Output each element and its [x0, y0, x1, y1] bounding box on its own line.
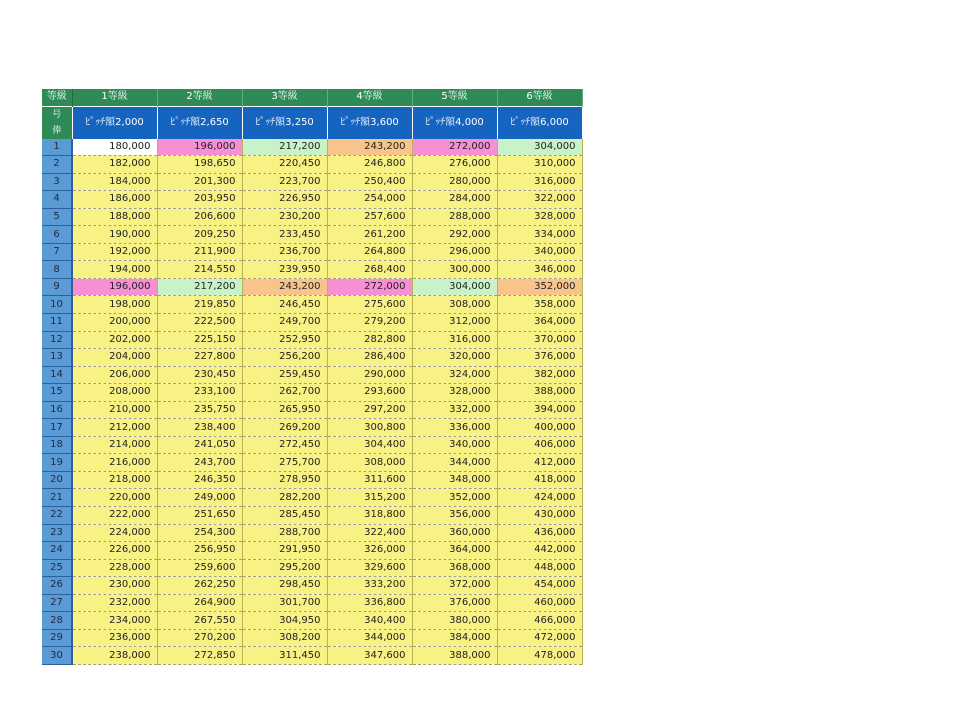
- table-row: [42, 191, 582, 209]
- salary-cell[interactable]: 334,000: [497, 226, 582, 244]
- salary-cell[interactable]: 344,000: [412, 454, 497, 472]
- salary-cell[interactable]: 184,000: [72, 173, 157, 191]
- salary-cell[interactable]: 204,000: [72, 349, 157, 367]
- salary-cell[interactable]: 322,400: [327, 524, 412, 542]
- salary-cell[interactable]: 210,000: [72, 401, 157, 419]
- salary-cell[interactable]: 328,000: [412, 384, 497, 402]
- salary-cell[interactable]: 214,000: [72, 436, 157, 454]
- pitch-label: ﾋﾟｯﾁ額3,600: [327, 106, 412, 139]
- salary-cell[interactable]: 272,450: [242, 436, 327, 454]
- salary-cell[interactable]: 243,200: [242, 278, 327, 296]
- salary-cell[interactable]: 311,600: [327, 471, 412, 489]
- salary-cell[interactable]: 344,000: [327, 629, 412, 647]
- row-number: 21: [42, 489, 72, 507]
- salary-cell[interactable]: 208,000: [72, 384, 157, 402]
- salary-cell[interactable]: 282,800: [327, 331, 412, 349]
- table-row: [42, 419, 582, 437]
- table-row: [42, 261, 582, 279]
- salary-cell[interactable]: 430,000: [497, 507, 582, 525]
- salary-cell[interactable]: 222,000: [72, 507, 157, 525]
- salary-cell[interactable]: 300,800: [327, 419, 412, 437]
- salary-cell[interactable]: 228,000: [72, 559, 157, 577]
- table-row: [42, 489, 582, 507]
- salary-cell[interactable]: 436,000: [497, 524, 582, 542]
- salary-cell[interactable]: 454,000: [497, 577, 582, 595]
- salary-cell[interactable]: 272,000: [412, 139, 497, 156]
- table-row: [42, 296, 582, 314]
- salary-cell[interactable]: 198,000: [72, 296, 157, 314]
- table-row: [42, 314, 582, 332]
- salary-cell[interactable]: 220,000: [72, 489, 157, 507]
- salary-cell[interactable]: 412,000: [497, 454, 582, 472]
- salary-cell[interactable]: 308,200: [242, 629, 327, 647]
- row-number: 2: [42, 156, 72, 174]
- salary-cell[interactable]: 217,200: [242, 139, 327, 156]
- salary-cell[interactable]: 285,450: [242, 507, 327, 525]
- salary-cell[interactable]: 182,000: [72, 156, 157, 174]
- salary-cell[interactable]: 348,000: [412, 471, 497, 489]
- salary-cell[interactable]: 234,000: [72, 612, 157, 630]
- salary-cell[interactable]: 238,000: [72, 647, 157, 665]
- salary-cell[interactable]: 190,000: [72, 226, 157, 244]
- salary-cell[interactable]: 328,000: [497, 208, 582, 226]
- salary-cell[interactable]: 241,050: [157, 436, 242, 454]
- salary-cell[interactable]: 233,100: [157, 384, 242, 402]
- row-number: 14: [42, 366, 72, 384]
- grade-label: 4等級: [327, 89, 412, 106]
- salary-cell[interactable]: 478,000: [497, 647, 582, 665]
- salary-cell[interactable]: 257,600: [327, 208, 412, 226]
- row-number: 20: [42, 471, 72, 489]
- grade-label: 2等級: [157, 89, 242, 106]
- row-number: 13: [42, 349, 72, 367]
- salary-cell[interactable]: 311,450: [242, 647, 327, 665]
- salary-cell[interactable]: 292,000: [412, 226, 497, 244]
- grade-header-row: [42, 89, 582, 106]
- salary-cell[interactable]: 460,000: [497, 594, 582, 612]
- table-row: [42, 542, 582, 560]
- salary-cell[interactable]: 264,800: [327, 243, 412, 261]
- salary-cell[interactable]: 340,400: [327, 612, 412, 630]
- salary-cell[interactable]: 188,000: [72, 208, 157, 226]
- row-number: 4: [42, 191, 72, 209]
- salary-cell[interactable]: 238,400: [157, 419, 242, 437]
- salary-cell[interactable]: 340,000: [412, 436, 497, 454]
- salary-cell[interactable]: 259,450: [242, 366, 327, 384]
- salary-cell[interactable]: 230,200: [242, 208, 327, 226]
- table-row: [42, 454, 582, 472]
- row-number: 23: [42, 524, 72, 542]
- salary-cell[interactable]: 472,000: [497, 629, 582, 647]
- salary-cell[interactable]: 295,200: [242, 559, 327, 577]
- table-row: [42, 156, 582, 174]
- salary-cell[interactable]: 259,600: [157, 559, 242, 577]
- salary-cell[interactable]: 269,200: [242, 419, 327, 437]
- salary-cell[interactable]: 227,800: [157, 349, 242, 367]
- salary-cell[interactable]: 347,600: [327, 647, 412, 665]
- salary-cell[interactable]: 424,000: [497, 489, 582, 507]
- salary-cell[interactable]: 322,000: [497, 191, 582, 209]
- salary-cell[interactable]: 301,700: [242, 594, 327, 612]
- salary-cell[interactable]: 284,000: [412, 191, 497, 209]
- salary-cell[interactable]: 202,000: [72, 331, 157, 349]
- salary-cell[interactable]: 201,300: [157, 173, 242, 191]
- salary-cell[interactable]: 265,950: [242, 401, 327, 419]
- salary-cell[interactable]: 280,000: [412, 173, 497, 191]
- salary-cell[interactable]: 200,000: [72, 314, 157, 332]
- table-row: [42, 401, 582, 419]
- salary-cell[interactable]: 370,000: [497, 331, 582, 349]
- pitch-label: ﾋﾟｯﾁ額3,250: [242, 106, 327, 139]
- table-row: [42, 471, 582, 489]
- salary-cell[interactable]: 206,600: [157, 208, 242, 226]
- table-row: [42, 331, 582, 349]
- salary-cell[interactable]: 246,800: [327, 156, 412, 174]
- grade-corner-label: 等級: [42, 89, 72, 106]
- salary-cell[interactable]: 298,450: [242, 577, 327, 595]
- salary-cell[interactable]: 293,600: [327, 384, 412, 402]
- salary-cell[interactable]: 230,450: [157, 366, 242, 384]
- salary-cell[interactable]: 352,000: [497, 278, 582, 296]
- salary-cell[interactable]: 275,700: [242, 454, 327, 472]
- salary-cell[interactable]: 262,700: [242, 384, 327, 402]
- salary-cell[interactable]: 394,000: [497, 401, 582, 419]
- salary-cell[interactable]: 219,850: [157, 296, 242, 314]
- salary-cell[interactable]: 194,000: [72, 261, 157, 279]
- salary-cell[interactable]: 246,450: [242, 296, 327, 314]
- salary-cell[interactable]: 267,550: [157, 612, 242, 630]
- table-row: [42, 507, 582, 525]
- salary-cell[interactable]: 336,000: [412, 419, 497, 437]
- salary-cell[interactable]: 278,950: [242, 471, 327, 489]
- table-row: [42, 139, 582, 156]
- salary-cell[interactable]: 296,000: [412, 243, 497, 261]
- salary-cell[interactable]: 251,650: [157, 507, 242, 525]
- salary-cell[interactable]: 264,900: [157, 594, 242, 612]
- salary-cell[interactable]: 211,900: [157, 243, 242, 261]
- row-number: 3: [42, 173, 72, 191]
- row-number: 27: [42, 594, 72, 612]
- row-number: 12: [42, 331, 72, 349]
- pitch-label: ﾋﾟｯﾁ額6,000: [497, 106, 582, 139]
- salary-cell[interactable]: 316,000: [412, 331, 497, 349]
- row-number: 25: [42, 559, 72, 577]
- row-number: 6: [42, 226, 72, 244]
- salary-cell[interactable]: 364,000: [497, 314, 582, 332]
- salary-cell[interactable]: 364,000: [412, 542, 497, 560]
- salary-cell[interactable]: 304,400: [327, 436, 412, 454]
- salary-cell[interactable]: 235,750: [157, 401, 242, 419]
- table-row: [42, 243, 582, 261]
- salary-cell[interactable]: 448,000: [497, 559, 582, 577]
- row-number: 1: [42, 139, 72, 156]
- salary-cell[interactable]: 326,000: [327, 542, 412, 560]
- row-number: 11: [42, 314, 72, 332]
- row-number: 29: [42, 629, 72, 647]
- table-row: [42, 226, 582, 244]
- salary-cell[interactable]: 180,000: [72, 139, 157, 156]
- salary-cell[interactable]: 466,000: [497, 612, 582, 630]
- row-number: 8: [42, 261, 72, 279]
- salary-cell[interactable]: 224,000: [72, 524, 157, 542]
- salary-cell[interactable]: 304,950: [242, 612, 327, 630]
- row-number: 5: [42, 208, 72, 226]
- salary-cell[interactable]: 276,000: [412, 156, 497, 174]
- salary-cell[interactable]: 236,000: [72, 629, 157, 647]
- pitch-label: ﾋﾟｯﾁ額4,000: [412, 106, 497, 139]
- salary-table-body: [42, 139, 582, 665]
- salary-cell[interactable]: 223,700: [242, 173, 327, 191]
- salary-cell[interactable]: 442,000: [497, 542, 582, 560]
- salary-cell[interactable]: 406,000: [497, 436, 582, 454]
- salary-cell[interactable]: 360,000: [412, 524, 497, 542]
- salary-cell[interactable]: 243,200: [327, 139, 412, 156]
- salary-cell[interactable]: 400,000: [497, 419, 582, 437]
- salary-cell[interactable]: 249,000: [157, 489, 242, 507]
- row-number: 15: [42, 384, 72, 402]
- table-row: [42, 629, 582, 647]
- row-number: 9: [42, 278, 72, 296]
- salary-cell[interactable]: 297,200: [327, 401, 412, 419]
- salary-cell[interactable]: 288,000: [412, 208, 497, 226]
- salary-cell[interactable]: 291,950: [242, 542, 327, 560]
- pitch-header-row: [42, 106, 582, 139]
- row-number: 30: [42, 647, 72, 665]
- table-row: [42, 594, 582, 612]
- salary-cell[interactable]: 332,000: [412, 401, 497, 419]
- salary-cell[interactable]: 232,000: [72, 594, 157, 612]
- table-row: [42, 436, 582, 454]
- row-number: 24: [42, 542, 72, 560]
- salary-cell[interactable]: 282,200: [242, 489, 327, 507]
- salary-cell[interactable]: 336,800: [327, 594, 412, 612]
- salary-cell[interactable]: 320,000: [412, 349, 497, 367]
- row-number: 17: [42, 419, 72, 437]
- salary-cell[interactable]: 388,000: [412, 647, 497, 665]
- salary-cell[interactable]: 346,000: [497, 261, 582, 279]
- salary-cell[interactable]: 230,000: [72, 577, 157, 595]
- table-row: [42, 208, 582, 226]
- row-number: 10: [42, 296, 72, 314]
- salary-cell[interactable]: 216,000: [72, 454, 157, 472]
- row-number: 28: [42, 612, 72, 630]
- salary-cell[interactable]: 356,000: [412, 507, 497, 525]
- salary-cell[interactable]: 246,350: [157, 471, 242, 489]
- salary-cell[interactable]: 418,000: [497, 471, 582, 489]
- salary-cell[interactable]: 329,600: [327, 559, 412, 577]
- salary-cell[interactable]: 312,000: [412, 314, 497, 332]
- salary-cell[interactable]: 308,000: [327, 454, 412, 472]
- salary-cell[interactable]: 226,950: [242, 191, 327, 209]
- grade-label: 5等級: [412, 89, 497, 106]
- salary-cell[interactable]: 388,000: [497, 384, 582, 402]
- salary-cell[interactable]: 212,000: [72, 419, 157, 437]
- table-row: [42, 577, 582, 595]
- salary-cell[interactable]: 198,650: [157, 156, 242, 174]
- salary-cell[interactable]: 252,950: [242, 331, 327, 349]
- table-row: [42, 559, 582, 577]
- row-number: 19: [42, 454, 72, 472]
- salary-cell[interactable]: 268,400: [327, 261, 412, 279]
- row-number: 18: [42, 436, 72, 454]
- grade-label: 1等級: [72, 89, 157, 106]
- salary-cell[interactable]: 290,000: [327, 366, 412, 384]
- salary-cell[interactable]: 300,000: [412, 261, 497, 279]
- salary-cell[interactable]: 225,150: [157, 331, 242, 349]
- salary-cell[interactable]: 256,950: [157, 542, 242, 560]
- salary-cell[interactable]: 254,300: [157, 524, 242, 542]
- salary-cell[interactable]: 352,000: [412, 489, 497, 507]
- row-number: 26: [42, 577, 72, 595]
- salary-cell[interactable]: 196,000: [72, 278, 157, 296]
- salary-cell[interactable]: 324,000: [412, 366, 497, 384]
- salary-cell[interactable]: 310,000: [497, 156, 582, 174]
- salary-cell[interactable]: 250,400: [327, 173, 412, 191]
- salary-cell[interactable]: 376,000: [412, 594, 497, 612]
- salary-cell[interactable]: 214,550: [157, 261, 242, 279]
- table-row: [42, 349, 582, 367]
- salary-cell[interactable]: 209,250: [157, 226, 242, 244]
- salary-cell[interactable]: 222,500: [157, 314, 242, 332]
- salary-cell[interactable]: 239,950: [242, 261, 327, 279]
- salary-cell[interactable]: 203,950: [157, 191, 242, 209]
- salary-cell[interactable]: 382,000: [497, 366, 582, 384]
- salary-cell[interactable]: 220,450: [242, 156, 327, 174]
- salary-cell[interactable]: 308,000: [412, 296, 497, 314]
- table-row: [42, 384, 582, 402]
- table-row: [42, 173, 582, 191]
- salary-cell[interactable]: 288,700: [242, 524, 327, 542]
- salary-cell[interactable]: 270,200: [157, 629, 242, 647]
- salary-cell[interactable]: 206,000: [72, 366, 157, 384]
- salary-cell[interactable]: 315,200: [327, 489, 412, 507]
- salary-cell[interactable]: 380,000: [412, 612, 497, 630]
- salary-cell[interactable]: 217,200: [157, 278, 242, 296]
- salary-cell[interactable]: 243,700: [157, 454, 242, 472]
- salary-cell[interactable]: 358,000: [497, 296, 582, 314]
- salary-cell[interactable]: 233,450: [242, 226, 327, 244]
- salary-cell[interactable]: 192,000: [72, 243, 157, 261]
- salary-cell[interactable]: 249,700: [242, 314, 327, 332]
- grade-label: 3等級: [242, 89, 327, 106]
- salary-cell[interactable]: 272,000: [327, 278, 412, 296]
- salary-cell[interactable]: 275,600: [327, 296, 412, 314]
- salary-cell[interactable]: 186,000: [72, 191, 157, 209]
- salary-cell[interactable]: 256,200: [242, 349, 327, 367]
- salary-cell[interactable]: 236,700: [242, 243, 327, 261]
- salary-cell[interactable]: 261,200: [327, 226, 412, 244]
- salary-cell[interactable]: 372,000: [412, 577, 497, 595]
- salary-cell[interactable]: 384,000: [412, 629, 497, 647]
- pitch-label: ﾋﾟｯﾁ額2,000: [72, 106, 157, 139]
- table-row: [42, 366, 582, 384]
- salary-cell[interactable]: 368,000: [412, 559, 497, 577]
- table-row: [42, 524, 582, 542]
- row-number: 7: [42, 243, 72, 261]
- salary-cell[interactable]: 376,000: [497, 349, 582, 367]
- salary-table: [42, 89, 583, 665]
- salary-cell[interactable]: 218,000: [72, 471, 157, 489]
- salary-cell[interactable]: 316,000: [497, 173, 582, 191]
- table-row: [42, 647, 582, 665]
- salary-cell[interactable]: 304,000: [497, 139, 582, 156]
- salary-cell[interactable]: 262,250: [157, 577, 242, 595]
- salary-cell[interactable]: 340,000: [497, 243, 582, 261]
- salary-cell[interactable]: 286,400: [327, 349, 412, 367]
- salary-cell[interactable]: 254,000: [327, 191, 412, 209]
- salary-cell[interactable]: 196,000: [157, 139, 242, 156]
- pitch-label: ﾋﾟｯﾁ額2,650: [157, 106, 242, 139]
- row-number: 22: [42, 507, 72, 525]
- salary-cell[interactable]: 333,200: [327, 577, 412, 595]
- table-row: [42, 278, 582, 296]
- table-row: [42, 612, 582, 630]
- salary-cell[interactable]: 279,200: [327, 314, 412, 332]
- salary-cell[interactable]: 304,000: [412, 278, 497, 296]
- grade-label: 6等級: [497, 89, 582, 106]
- pitch-corner-label: 号 俸: [42, 106, 72, 139]
- salary-cell[interactable]: 318,800: [327, 507, 412, 525]
- salary-cell[interactable]: 272,850: [157, 647, 242, 665]
- row-number: 16: [42, 401, 72, 419]
- salary-cell[interactable]: 226,000: [72, 542, 157, 560]
